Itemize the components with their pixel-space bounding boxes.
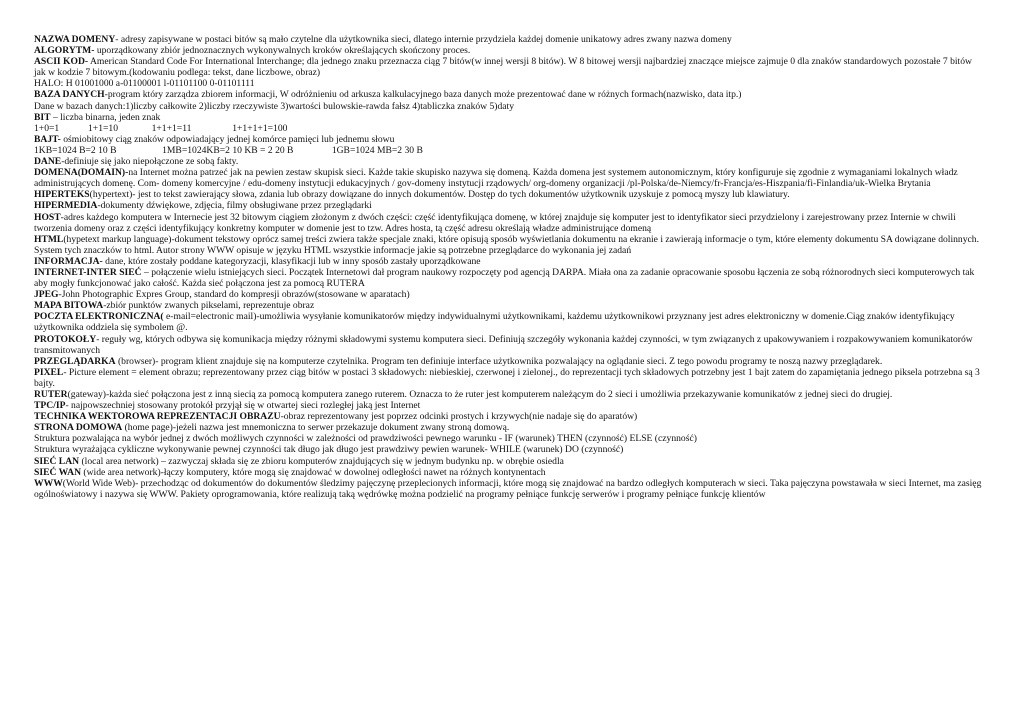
entry-definition: - adresy zapisywane w postaci bitów są mało czytelne dla użytkownika sieci, dlatego internie przydziela każdej domenie unikatowy adres zwany nazwa domeny bbox=[115, 34, 732, 45]
entry-term: INTERNET-INTER SIEĆ bbox=[34, 266, 142, 278]
entry-definition: -adres każdego komputera w Internecie jest 32 bitowym ciągiem złożonym z dwóch części: część identyfikująca domenę, w której znajduje się komputer jest to identyfikator sieci przydzielony i zarejestrowany przez Internie w chwili tworzenia domeny oraz z części identyfikujący konkretny komputer w domenie jest to tzw. Adres hosta, tą część adresu określają władze administrujące domeną bbox=[34, 211, 956, 234]
entry-term: TPC/IP bbox=[34, 400, 66, 412]
entry-definition: - reguły wg, których odbywa się komunikacja między różnymi składowymi systemu komputera sieci. Definiują szczegóły wykonania każdej czynności, w tym związanych z upakowywaniem i rozpakowywaniem komunikatorów transmitowanych bbox=[34, 333, 973, 356]
entry-definition: Struktura wyrażająca cykliczne wykonywanie pewnej czynności tak długo jak długo jest prawdziwy pewien warunek- WHILE (warunek) DO (czynność) bbox=[34, 444, 624, 456]
glossary-entry bbox=[34, 300, 986, 311]
glossary-entry bbox=[34, 311, 986, 333]
entry-term: ALGORYTM- bbox=[34, 45, 95, 57]
glossary-entry bbox=[34, 167, 986, 189]
glossary-entry bbox=[34, 267, 986, 289]
glossary-list bbox=[34, 34, 986, 500]
glossary-entry bbox=[34, 145, 986, 156]
entry-definition: (gateway)-każda sieć połączona jest z inną siecią za pomocą komputera zanego ruterem. Oznacza to że ruter jest komputerem należącym do 2 sieci i umożliwia przekazywanie komunikatów z jednej sieci do drugiej. bbox=[67, 389, 893, 400]
entry-definition: – liczba binarna, jeden znak bbox=[50, 111, 161, 123]
glossary-entry bbox=[34, 389, 986, 400]
entry-term: PRZEGLĄDARKA bbox=[34, 355, 116, 367]
glossary-entry bbox=[34, 189, 986, 200]
entry-term: DANE bbox=[34, 156, 62, 168]
entry-definition: uporządkowany zbiór jednoznacznych wykonywalnych kroków określających skończony proces. bbox=[94, 45, 471, 57]
entry-definition: ośmiobitowy ciąg znaków odpowiadający jednej komórce pamięci lub jednemu słowu bbox=[60, 133, 395, 145]
entry-term: TECHNIKA WEKTOROWA REPREZENTACJI OBRAZU bbox=[34, 411, 281, 423]
glossary-entry bbox=[34, 256, 986, 267]
glossary-entry bbox=[34, 422, 986, 433]
entry-term: BIT bbox=[34, 111, 51, 123]
entry-definition: dane, które zostały poddane kategoryzacji, klasyfikacji lub w inny sposób zastały uporządkowane bbox=[102, 255, 481, 267]
glossary-entry bbox=[34, 78, 986, 89]
entry-term: BAJT- bbox=[34, 133, 61, 145]
entry-definition: -program który zarządza zbiorem informacji, W odróżnieniu od arkusza kalkulacyjnego baza danych może prezentować dane w różnych formach(nazwisko, data itp.) bbox=[104, 89, 742, 101]
entry-definition: Struktura pozwalająca na wybór jednej z dwóch możliwych czynności w zależności od prawdziwości pewnego warunku - IF (warunek) THEN (czynność) ELSE (czynność) bbox=[34, 433, 697, 445]
entry-term: POCZTA ELEKTRONICZNA( bbox=[34, 311, 164, 323]
glossary-entry bbox=[34, 45, 986, 56]
glossary-entry bbox=[34, 433, 986, 444]
entry-definition: - najpowszechniej stosowany protokół przyjął się w otwartej sieci rozległej jaką jest Internet bbox=[65, 400, 421, 412]
entry-definition: (hypertext)- jest to tekst zawierający słowa, zdania lub obrazy dowiązane do innych dokumentów. Dostęp do tych dokumentów użytkownik uzyskuje z pomocą myszy lub klawiatury. bbox=[89, 189, 790, 201]
glossary-entry bbox=[34, 134, 986, 145]
entry-term: ASCII KOD- bbox=[34, 56, 89, 68]
entry-term: HTML bbox=[34, 233, 64, 245]
entry-term: SIEĆ WAN bbox=[34, 466, 82, 478]
entry-definition: -zbiór punktów zwanych pikselami, reprezentuje obraz bbox=[103, 300, 315, 312]
entry-definition: -John Photographic Expres Group, standard do kompresji obrazów(stosowane w aparatach) bbox=[58, 289, 410, 301]
glossary-entry bbox=[34, 156, 986, 167]
entry-term: HIPERTEKS bbox=[34, 189, 90, 201]
glossary-entry bbox=[34, 34, 986, 45]
entry-definition: – połączenie wielu istniejących sieci. Początek Internetowi dał program naukowy rozpoczęty pod agencją DARPA. Miała ona za zadanie opracowanie sposobu łączenia ze sobą różnorodnych sieci komputerowych tak aby mogły funkcjonować jako całość. Każda sieć połączona jest za pomocą RUTERA bbox=[34, 266, 975, 290]
entry-definition: - Picture element = element obrazu; reprezentowany przez ciąg bitów w postaci 3 składowych: niebieskiej, czerwonej i zielonej., do reprezentacji tych składowych potrzebny jest 1 bajt zatem do zapamiętania jednego piksela potrzebna są 3 bajty. bbox=[34, 366, 980, 389]
glossary-entry bbox=[34, 367, 986, 389]
glossary-entry bbox=[34, 478, 986, 500]
entry-definition: -dokumenty dźwiękowe, zdjęcia, filmy obsługiwane przez przeglądarki bbox=[97, 200, 372, 212]
glossary-entry bbox=[34, 334, 986, 356]
glossary-entry bbox=[34, 234, 986, 256]
glossary-entry bbox=[34, 200, 986, 211]
entry-term: SIEĆ LAN bbox=[34, 455, 80, 467]
glossary-entry bbox=[34, 467, 986, 478]
entry-term: HOST bbox=[34, 211, 61, 223]
glossary-entry bbox=[34, 400, 986, 411]
glossary-entry bbox=[34, 112, 986, 123]
entry-term: MAPA BITOWA bbox=[34, 300, 104, 312]
entry-term: DOMENA(DOMAIN)- bbox=[34, 167, 129, 179]
entry-definition: American Standard Code For International Interchange; dla jednego znaku przeznacza ciąg 7 bitów(w innej wersji 8 bitów). W 8 bitowej wersji najbardziej znaczące miejsce zajmuje 0 dla znaków standardowych pozostałe 7 bitów jak w kodzie 7 bitowym.(kodowaniu podlega: tekst, dane liczbowe, obraz) bbox=[34, 56, 972, 79]
entry-definition: -obraz reprezentowany jest poprzez odcinki prostych i krzywych(nie nadaje się do aparatów) bbox=[280, 411, 638, 423]
entry-definition: HALO: H 01001000 a-01100001 l-01101100 0-01101111 bbox=[34, 78, 255, 90]
entry-term: RUTER bbox=[34, 389, 68, 400]
entry-term: NAZWA DOMENY bbox=[34, 34, 116, 45]
glossary-entry bbox=[34, 411, 986, 422]
glossary-entry bbox=[34, 456, 986, 467]
entry-term: WWW bbox=[34, 477, 63, 489]
entry-term: STRONA DOMOWA bbox=[34, 422, 123, 434]
entry-definition: (local area network) – zazwyczaj składa się ze zbioru komputerów znajdujących się w jednym budynku np. w obrębie osiedla bbox=[79, 455, 564, 467]
entry-definition: (home page)-jeżeli nazwa jest mnemoniczna to serwer przekazuje dokument zwany stroną domową. bbox=[122, 422, 510, 434]
entry-definition: (World Wide Web)- przechodząc od dokumentów do dokumentów śledzimy pajęczynę przeplecionych informacji, które mogą się znajdować na bardzo odległych komputerach w sieci. Taka pajęczyna powstawała w sieci Internet, ma zasięg ogólnoświatowy i nazywa się WWW. Pakiety oprogramowania, które realizują taką wędrówkę można podzielić na programy pełniące funkcję serwerów i programy pełniące funkcję klientów bbox=[34, 477, 982, 500]
entry-term: JPEG bbox=[34, 289, 59, 301]
entry-term: PROTOKOŁY bbox=[34, 333, 97, 345]
glossary-entry bbox=[34, 123, 986, 134]
entry-definition: Dane w bazach danych:1)liczby całkowite 2)liczby rzeczywiste 3)wartości bulowskie-rawda fałsz 4)tabliczka znaków 5)daty bbox=[34, 100, 515, 112]
entry-term: HIPERMEDIA bbox=[34, 200, 98, 212]
glossary-entry bbox=[34, 212, 986, 234]
entry-definition: e-mail=electronic mail)-umożliwia wysyłanie komunikatorów między indywidualnymi użytkownikami, każdemu użytkownikowi przyznany jest adres elektroniczny w domenie.Ciąg znaków identyfikujący użytkownika oddziela się symbolem @. bbox=[34, 311, 955, 334]
entry-term: BAZA DANYCH bbox=[34, 89, 105, 101]
glossary-entry bbox=[34, 56, 986, 78]
glossary-entry bbox=[34, 289, 986, 300]
entry-definition: 1+0=1 1+1=10 1+1+1=11 1+1+1+1=100 bbox=[34, 122, 288, 134]
entry-definition: na Internet można patrzeć jak na pewien zestaw skupisk sieci. Każde takie skupisko nazywa się domeną. Każda domena jest systemem autonomicznym, który konfiguruje się zgodnie z wymaganiami lokalnych władz administrujących domenę. Com- domeny komercyjne / edu-domeny instytucji edukacyjnych / gov-domeny instytucji rządowych/ org-domeny organizacji /pl-Polska/de-Niemcy/fr-Francja/es-Hiszpania/fi-Finlandia/uk-Wielka Brytania bbox=[34, 167, 958, 190]
entry-definition: (hypetext markup language)-dokument tekstowy oprócz samej treści zwiera także specjale znaki, które opisują sposób wyświetlania dokumentu na ekranie i zawierają informacje o tym, które elementy dokumentu SA dowiązane dolinnych. System tych znaczków to html. Autor strony WWW opisuje w języku HTML wszystkie informacje jakie są potrzebne przeglądarce do wykonania jej zadań bbox=[34, 233, 979, 256]
glossary-entry bbox=[34, 356, 986, 367]
glossary-entry bbox=[34, 101, 986, 112]
entry-term: INFORMACJA- bbox=[34, 255, 103, 267]
entry-definition: (wide area network)-łączy komputery, które mogą się znajdować w dowolnej odległości nawet na różnych kontynentach bbox=[81, 466, 546, 478]
glossary-entry bbox=[34, 444, 986, 455]
entry-term: PIXEL bbox=[34, 366, 64, 378]
glossary-entry bbox=[34, 89, 986, 100]
entry-definition: -definiuje się jako niepołączone ze sobą fakty. bbox=[61, 156, 239, 168]
entry-definition: 1KB=1024 B=2 10 B 1MB=1024KB=2 10 KB = 2 20 B 1GB=1024 MB=2 30 B bbox=[34, 144, 423, 156]
entry-definition: (browser)- program klient znajduje się na komputerze czytelnika. Program ten definiuje interface użytkownika pozwalający na oglądanie sieci. Z tego powodu programy te noszą nazwy przeglądarek. bbox=[115, 355, 883, 367]
